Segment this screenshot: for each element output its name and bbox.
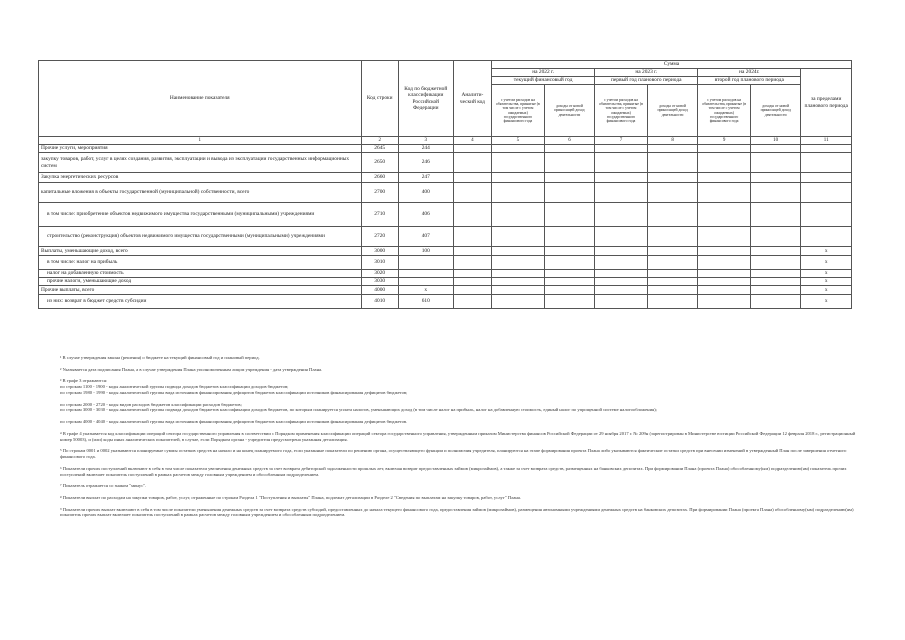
value-cell <box>492 227 545 247</box>
row-kbk: 406 <box>398 203 453 227</box>
row-kbk: 400 <box>398 183 453 203</box>
value-cell <box>544 173 594 183</box>
col-number: 8 <box>647 137 697 145</box>
value-cell <box>453 203 491 227</box>
col-number: 3 <box>398 137 453 145</box>
value-cell <box>595 203 648 227</box>
value-cell <box>544 270 594 278</box>
row-beyond <box>801 145 852 153</box>
value-cell <box>492 173 545 183</box>
value-cell <box>647 286 697 295</box>
footnote: по строкам 4000 - 4040 - коды аналитической группы вида источников финансирования дефицитов бюджетов классификации источников финансирования дефицитов бюджетов. <box>60 419 408 425</box>
value-cell <box>750 227 800 247</box>
value-cell <box>595 173 648 183</box>
table-row <box>39 203 852 227</box>
value-cell <box>544 145 594 153</box>
value-cell <box>544 203 594 227</box>
col-header-beyond: за пределами планового периода <box>801 69 852 137</box>
value-cell <box>544 256 594 270</box>
value-cell <box>750 256 800 270</box>
value-cell <box>492 278 545 286</box>
table-row <box>39 247 852 256</box>
value-cell <box>544 295 594 309</box>
value-cell <box>453 270 491 278</box>
row-label: строительство (реконструкция) объектов недвижимого имущества государственными (муниципальными) учреждениями <box>39 227 362 247</box>
col-number: 5 <box>492 137 545 145</box>
row-label: из них: возврат в бюджет средств субсидии <box>39 295 362 309</box>
value-cell <box>595 286 648 295</box>
row-kbk <box>398 256 453 270</box>
footnote: ⁹ Показатели прочих выплат включают в себя в том числе показатели уменьшения денежных средств за счет возврата средств субсидий, предоставленных до начала текущего финансового года, предоставления займов (микрозаймов), размещения автономными учреждениями денежных средств на банковских депозитах. При формировании Плана (проекта Плана) обособленному(ым) подразделению(ям) показатель прочих выплат включает показатель поступлений в рамках расчетов между головным учреждением и обособленным подразделением. <box>60 506 854 518</box>
footnote: ² Указывается дата подписания Плана, а в случае утверждения Плана уполномоченным лицом учреждения - дата утверждения Плана. <box>60 366 323 372</box>
value-cell <box>595 295 648 309</box>
value-cell <box>647 295 697 309</box>
col-number: 7 <box>595 137 648 145</box>
footnote: ¹ В случае утверждения закона (решения) о бюджете на текущий финансовый год и плановый период. <box>60 355 260 360</box>
value-cell <box>750 286 800 295</box>
row-code: 3020 <box>361 270 398 278</box>
value-cell <box>750 183 800 203</box>
value-cell <box>492 286 545 295</box>
value-cell <box>453 183 491 203</box>
row-kbk: 610 <box>398 295 453 309</box>
col-header-sum: Сумма <box>492 61 852 69</box>
row-beyond: х <box>801 270 852 278</box>
row-kbk: 246 <box>398 153 453 173</box>
footnote: ⁸ Показатели выплат по расходам на закупки товаров, работ, услуг, отраженные по строкам Раздела 1 "Поступления и выплаты" Плана, подлежат детализации в Разделе 2 "Сведения по выплатам на закупку товаров, работ, услуг" Плана. <box>60 495 522 501</box>
value-cell <box>492 183 545 203</box>
value-cell <box>647 153 697 173</box>
value-cell <box>453 295 491 309</box>
row-label: прочие налоги, уменьшающие доход <box>39 278 362 286</box>
row-kbk <box>398 278 453 286</box>
value-cell <box>453 227 491 247</box>
table-row <box>39 270 852 278</box>
value-cell <box>647 256 697 270</box>
row-code: 2700 <box>361 183 398 203</box>
col-sub-a-2023: с учетом расходов на обязательства, принятые (в том числе с учетом ожидаемых) государственного финансового года <box>595 85 648 137</box>
value-cell <box>698 256 751 270</box>
table-row <box>39 145 852 153</box>
row-code: 4000 <box>361 286 398 295</box>
table-header <box>39 61 852 145</box>
value-cell <box>595 270 648 278</box>
value-cell <box>698 286 751 295</box>
value-cell <box>750 247 800 256</box>
col-sub-b-2022: доходы от новой приносящей доход деятельности <box>544 85 594 137</box>
row-beyond: х <box>801 278 852 286</box>
value-cell <box>698 153 751 173</box>
value-cell <box>453 247 491 256</box>
value-cell <box>453 256 491 270</box>
row-kbk: 244 <box>398 145 453 153</box>
value-cell <box>492 247 545 256</box>
value-cell <box>750 270 800 278</box>
col-header-2022: на 2022 г. <box>492 69 595 77</box>
row-code: 3030 <box>361 278 398 286</box>
footnote: по строкам 1100 - 1900 - коды аналитической группы подвида доходов бюджетов классификации доходов бюджетов; <box>60 384 289 390</box>
row-beyond <box>801 203 852 227</box>
table-row <box>39 173 852 183</box>
row-code: 3000 <box>361 247 398 256</box>
row-label: Прочие выплаты, всего <box>39 286 362 295</box>
row-label: капитальные вложения в объекты государственной (муниципальной) собственности, всего <box>39 183 362 203</box>
value-cell <box>698 295 751 309</box>
value-cell <box>647 278 697 286</box>
row-beyond: х <box>801 256 852 270</box>
value-cell <box>750 278 800 286</box>
col-number: 9 <box>698 137 751 145</box>
value-cell <box>544 183 594 203</box>
row-code: 2660 <box>361 173 398 183</box>
row-label: в том числе: приобретение объектов недвижимого имущества государственными (муниципальными) учреждениями <box>39 203 362 227</box>
col-sub-b-2023: доходы от новой приносящей доход деятельности <box>647 85 697 137</box>
table-row <box>39 153 852 173</box>
col-header-analytic: Аналити-ческий код <box>453 61 491 137</box>
row-beyond <box>801 153 852 173</box>
value-cell <box>647 173 697 183</box>
value-cell <box>544 227 594 247</box>
col-sub-a-2022: с учетом расходов на обязательства, принятые (в том числе с учетом ожидаемых) государственного финансового года <box>492 85 545 137</box>
value-cell <box>453 153 491 173</box>
row-code: 2645 <box>361 145 398 153</box>
table-row <box>39 286 852 295</box>
value-cell <box>698 145 751 153</box>
value-cell <box>595 227 648 247</box>
footnote: ⁷ Показатель отражается со знаком "минус". <box>60 483 147 489</box>
col-number: 11 <box>801 137 852 145</box>
value-cell <box>595 278 648 286</box>
footnote: по строкам 3000 - 3030 - коды аналитической группы подвида доходов бюджетов классификации доходов бюджетов, по которым планируется уплата налогов, уменьшающих доход (в том числе налог на прибыль, налог на добавленную стоимость, единый налог по упрощенной системе налогообложения); <box>60 407 657 413</box>
col-header-2023: на 2023 г. <box>595 69 698 77</box>
row-beyond <box>801 173 852 183</box>
value-cell <box>750 145 800 153</box>
value-cell <box>595 247 648 256</box>
value-cell <box>453 286 491 295</box>
row-beyond: х <box>801 247 852 256</box>
value-cell <box>595 183 648 203</box>
col-header-name: Наименование показателя <box>39 61 362 137</box>
value-cell <box>492 295 545 309</box>
row-beyond: х <box>801 286 852 295</box>
value-cell <box>750 173 800 183</box>
value-cell <box>647 270 697 278</box>
value-cell <box>544 278 594 286</box>
value-cell <box>750 153 800 173</box>
col-header-kbk: Код по бюджетной классификации Российской Федерации <box>398 61 453 137</box>
table-row <box>39 256 852 270</box>
value-cell <box>750 295 800 309</box>
value-cell <box>647 203 697 227</box>
value-cell <box>492 203 545 227</box>
col-header-current-year: текущий финансовый год <box>492 77 595 85</box>
value-cell <box>647 227 697 247</box>
row-kbk: 100 <box>398 247 453 256</box>
row-label: в том числе: налог на прибыль <box>39 256 362 270</box>
row-beyond <box>801 183 852 203</box>
value-cell <box>492 270 545 278</box>
footnote: по строкам 1980 - 1990 - коды аналитической группы вида источников финансирования дефицитов бюджетов классификации источников финансирования дефицитов бюджетов; <box>60 389 408 395</box>
value-cell <box>544 153 594 173</box>
value-cell <box>595 256 648 270</box>
col-number: 1 <box>39 137 362 145</box>
table-row <box>39 227 852 247</box>
footnote: ⁵ По строкам 0001 и 0002 указываются планируемые суммы остатков средств на начало и на конец планируемого года, если указанные показатели по решению органа, осуществляющего функции и полномочия учредителя, планируются на этапе формирования проекта Плана либо указываются фактические остатки средств при внесении изменений в утвержденный План после завершения отчетного финансового года. <box>60 448 847 460</box>
footnote: ³ В графе 3 отражаются: <box>60 378 108 384</box>
value-cell <box>453 278 491 286</box>
value-cell <box>698 247 751 256</box>
value-cell <box>698 203 751 227</box>
value-cell <box>698 270 751 278</box>
col-header-second-year: второй год планового периода <box>698 77 801 85</box>
row-label: Прочие услуги, мероприятия <box>39 145 362 153</box>
value-cell <box>647 247 697 256</box>
col-number: 6 <box>544 137 594 145</box>
col-header-first-year: первый год планового периода <box>595 77 698 85</box>
col-sub-a-2024: с учетом расходов на обязательства, принятые (в том числе с учетом ожидаемых) государственного финансового года <box>698 85 751 137</box>
row-code: 4010 <box>361 295 398 309</box>
row-code: 2710 <box>361 203 398 227</box>
value-cell <box>595 145 648 153</box>
row-kbk: х <box>398 286 453 295</box>
value-cell <box>698 227 751 247</box>
value-cell <box>595 153 648 173</box>
value-cell <box>492 145 545 153</box>
col-header-code: Код строки <box>361 61 398 137</box>
value-cell <box>698 278 751 286</box>
value-cell <box>698 173 751 183</box>
row-code: 2650 <box>361 153 398 173</box>
value-cell <box>453 173 491 183</box>
value-cell <box>453 145 491 153</box>
footnote: ⁶ Показатели прочих поступлений включают в себя в том числе показатели увеличения денежных средств за счет возврата дебиторской задолженности прошлых лет, включая возврат предоставленных займов (микрозаймов), а также за счет возврата средств, размещенных на банковских депозитах. При формировании Плана (проекта Плана) обособленному(ым) подразделению(ям) показатель прочих поступлений включает показатель поступлений в рамках расчетов между головным учреждением и обособленным подразделением. <box>60 465 847 477</box>
value-cell <box>647 183 697 203</box>
table-row <box>39 278 852 286</box>
value-cell <box>647 145 697 153</box>
col-header-2024: на 2024г. <box>698 69 801 77</box>
footnote: по строкам 2000 - 2720 - коды видов расходов бюджетов классификации расходов бюджетов; <box>60 401 242 407</box>
financial-plan-table <box>38 60 852 309</box>
value-cell <box>544 247 594 256</box>
row-label: Выплаты, уменьшающие доход, всего <box>39 247 362 256</box>
footnotes <box>60 355 860 518</box>
row-label: Закупка энергетических ресурсов <box>39 173 362 183</box>
col-number: 4 <box>453 137 491 145</box>
table-row <box>39 295 852 309</box>
row-label: закупку товаров, работ, услуг в целях создания, развития, эксплуатации и вывода из эксплуатации государственных информационных систем <box>39 153 362 173</box>
value-cell <box>492 153 545 173</box>
row-kbk: 247 <box>398 173 453 183</box>
col-sub-b-2024: доходы от новой приносящей доход деятельности <box>750 85 800 137</box>
row-kbk: 407 <box>398 227 453 247</box>
table-row <box>39 183 852 203</box>
footnote: ⁴ В графе 4 указывается код классификации операций сектора государственного управления в соответствии с Порядком применения классификации операций сектора государственного управления, утвержденным приказом Министерства финансов Российской Федерации от 29 ноября 2017 г. № 209н (зарегистрирован в Министерстве юстиции Российской Федерации 12 февраля 2018 г., регистрационный номер 50003), и (или) коды иных аналитических показателей, в случае, если Порядком органа - учредителя предусмотрена указанная детализация. <box>60 430 856 442</box>
row-beyond <box>801 227 852 247</box>
value-cell <box>492 256 545 270</box>
col-number: 10 <box>750 137 800 145</box>
value-cell <box>750 203 800 227</box>
col-number: 2 <box>361 137 398 145</box>
column-numbers-row <box>39 137 852 145</box>
row-beyond: х <box>801 295 852 309</box>
value-cell <box>698 183 751 203</box>
row-label: налог на добавленную стоимость <box>39 270 362 278</box>
row-code: 2720 <box>361 227 398 247</box>
row-code: 3010 <box>361 256 398 270</box>
value-cell <box>544 286 594 295</box>
table-body <box>39 145 852 309</box>
row-kbk <box>398 270 453 278</box>
